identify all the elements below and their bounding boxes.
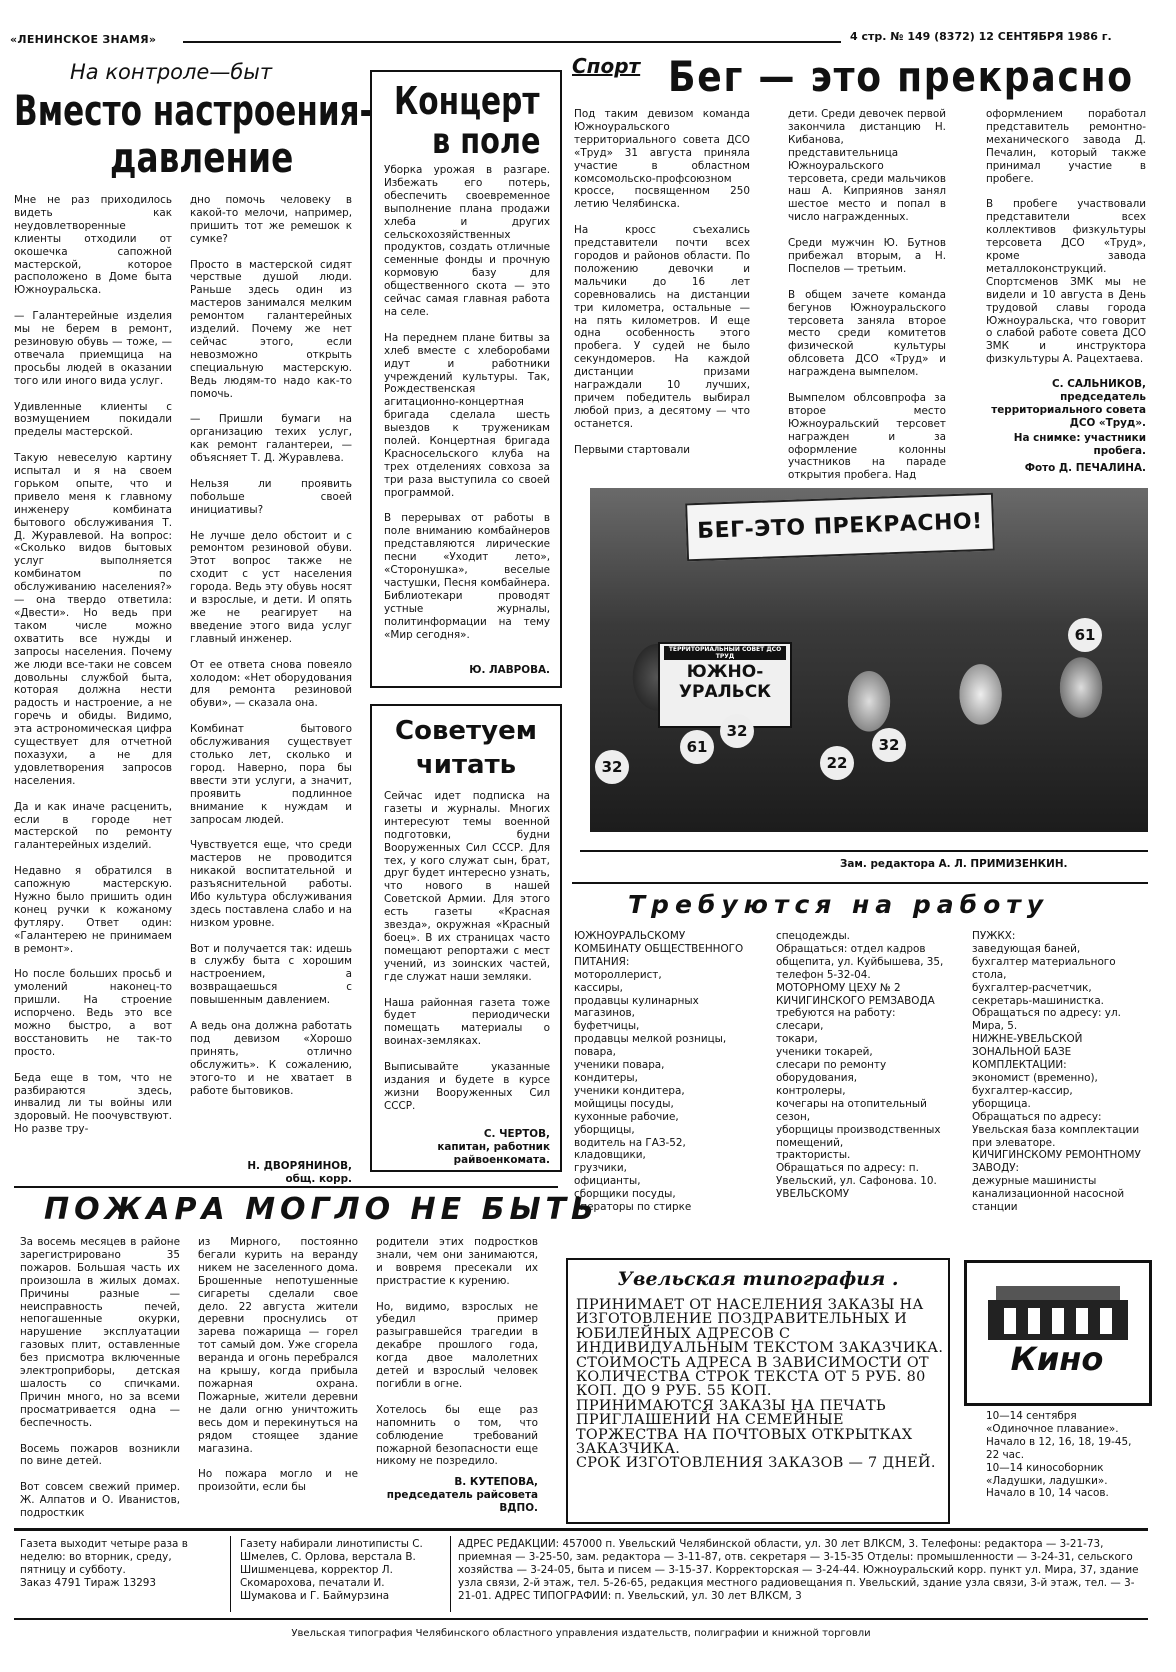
jobs-col2: спецодежды. Обращаться: отдел кадров общепита, ул. Куйбышева, 35, телефон 5-32-04. МОТОРНОМУ ЦЕХУ № 2 КИЧИГИНСКОГО РЕМЗАВОДА требуются на работу: слесари, токари, ученики токарей, слесари по ремонту оборудования, контролеры, кочегары на отопительный сезон, уборщицы производственных помещений, трактористы. Обращаться по адресу: п. Увельский, ул. Сафонова. 10. УВЕЛЬСКОМУ — [776, 930, 944, 1201]
cinema-schedule: 10—14 сентября «Одиночное плавание». Начало в 12, 16, 18, 19-45, 22 час. 10—14 кинособорник «Ладушки, ладушки». Начало в 10, 14 часов. — [986, 1410, 1132, 1500]
article-run-photo-caption: На снимке: участники пробега. — [1013, 432, 1146, 457]
article-fire-col2: из Мирного, постоянно бегали курить на веранду никем не заселенного дома. Брошенные непотушенные сигареты сделали свое дело. 22 августа жители деревни проснулись от зарева пожарища — горел тот самый дом. Уже сгорела веранда и огонь перебрался на крышу, когда прибыла пожарная охрана. Пожарные, жители деревни не дали огню уничтожить весь дом и перекинуться на рядом стоящее здание магазина. Но пожара могло и не произойти, если бы — [198, 1236, 358, 1494]
article-advice-title-line1: Советуем — [395, 716, 537, 746]
article-run-title: Бег — это прекрасно — [668, 52, 1134, 101]
jobs-col3: ПУЖКХ: заведующая баней, бухгалтер материального стола, бухгалтер-расчетчик, секретарь-машинистка. Обращаться по адресу: ул. Мира, 5. НИЖНЕ-УВЕЛЬСКОЙ ЗОНАЛЬНОЙ БАЗЕ КОМПЛЕКТАЦИИ: экономист (временно), бухгалтер-кассир, уборщица. Обращаться по адресу: Увельская база комплектации при элеваторе. КИЧИГИНСКОМУ РЕМОНТНОМУ ЗАВОДУ: дежурные машинисты канализационной насосной станции — [972, 930, 1141, 1214]
jobs-title: Требуются на работу — [628, 890, 1050, 919]
article-pressure-signature: Н. ДВОРЯНИНОВ, общ. корр. — [247, 1160, 352, 1185]
fire-top-rule — [14, 1186, 558, 1188]
print-shop-body: ПРИНИМАЕТ ОТ НАСЕЛЕНИЯ ЗАКАЗЫ НА ИЗГОТОВЛЕНИЕ ПОЗДРАВИТЕЛЬНЫХ И ЮБИЛЕЙНЫХ АДРЕСОВ С ИНДИВИДУАЛЬНЫМ ТЕКСТОМ ЗАКАЗЧИКА. СТОИМОСТЬ АДРЕСА В ЗАВИСИМОСТИ ОТ КОЛИЧЕСТВА СТРОК ТЕКСТА ОТ 5 РУБ. 80 КОП. ДО 9 РУБ. 55 КОП. ПРИНИМАЮТСЯ ЗАКАЗЫ НА ПЕЧАТЬ ПРИГЛАШЕНИЙ НА СЕМЕЙНЫЕ ТОРЖЕСТВА НА ПОЧТОВЫХ ОТКРЫТКАХ ЗАКАЗЧИКА. СРОК ИЗГОТОВЛЕНИЯ ЗАКАЗОВ — 7 ДНЕЙ. — [576, 1298, 944, 1472]
deputy-editor-line: Зам. редактора А. Л. ПРИМИЗЕНКИН. — [840, 858, 1068, 870]
cinema-logo-word: Кино — [1010, 1340, 1104, 1378]
article-run-signature: С. САЛЬНИКОВ, председатель территориального совета ДСО «Труд». — [991, 378, 1146, 429]
article-pressure-title-line1: Вместо настроения- — [14, 86, 373, 135]
footer-staff: Газету набирали линотиписты С. Шмелев, С. Орлова, верстала В. Шишменцева, корректор Л. Скомарохова, печатали И. Шумакова и Г. Баймурзина — [240, 1538, 423, 1602]
print-shop-title: Увельская типография . — [617, 1268, 899, 1290]
race-participants-photo — [590, 488, 1148, 832]
bib-number: 32 — [720, 714, 754, 748]
article-concert-title-line2: в поле — [432, 121, 541, 162]
article-pressure-col1: Мне не раз приходилось видеть как неудовлетворенные клиенты отходили от окошечка сапожной мастерской, которое расположено в Доме быта Южноуральска. — Галантерейные изделия мы не берем в ремонт, резиновую обувь — тоже, — отвечала приемщица на просьбы людей в оказании того или иного вида услуг. Удивленные клиенты с возмущением покидали пределы мастерской. Такую невеселую картину испытал и я на своем горьком опыте, что и привело меня к главному инженеру комбината бытового обслуживания Т. Д. Журавлевой. На вопрос: «Сколько видов бытовых услуг выполняется комбинатом по обслуживанию населения?» — она твердо ответила: «Двести». Но ведь при таком числе можно охватить все нужды и запросы населения. Почему же люди все-таки не совсем довольны службой быта, которая должна нести радость и настроение, а не горечь и обиды. Видимо, эта астрономическая цифра существует для отчетной похазухи, а не для удовлетворения запросов населения. Да и как иначе расценить, если в городе нет мастерской по ремонту галантерейных изделий. Недавно я обратился в сапожную мастерскую. Нужно было пришить один конец ручки к кожаному футляру. Ответ один: «Галантерею не принимаем в ремонт». Но после больших просьб и умолений наконец-то пришли. На строение испорчено. Ведь это все можно быстро, а вот восстановить не так-то просто. Беда еще в том, что не разбираются здесь, инвалид ли ты войны или здоровый. Не поочувствуют. Но разве тру- — [14, 194, 172, 1136]
photo-team-sign-text: ЮЖНО- УРАЛЬСК — [678, 662, 772, 702]
bib-number: 61 — [1068, 618, 1102, 652]
run-divider — [580, 850, 1148, 852]
bib-number: 22 — [820, 746, 854, 780]
photo-banner-text: БЕГ-ЭТО ПРЕКРАСНО! — [696, 509, 984, 544]
footer-divider-2 — [450, 1536, 451, 1612]
footer-top-rule — [14, 1528, 1148, 1531]
article-run-photo-credit: Фото Д. ПЕЧАЛИНА. — [1024, 462, 1146, 474]
article-fire-signature: В. КУТЕПОВА, председатель райсовета ВДПО. — [386, 1476, 538, 1514]
article-fire-title: ПОЖАРА МОГЛО НЕ БЫТЬ — [44, 1192, 599, 1227]
bib-number: 61 — [680, 730, 714, 764]
footer-printer: Увельская типография Челябинского областного управления издательств, полиграфии и книжной торговли — [291, 1628, 871, 1639]
article-fire-col3: родители этих подростков знали, чем они занимаются, и вовремя пресекали их пристрастие к курению. Но, видимо, взрослых не убедил пример разыгравшейся трагедии в декабре прошлого года, когда двое малолетних детей и взрослый человек погибли в огне. Хотелось бы еще раз напомнить о том, что соблюдение требований пожарной безопасности еще никому не позредило. — [376, 1236, 538, 1468]
masthead-paper-name: «ЛЕНИНСКОЕ ЗНАМЯ» — [10, 33, 157, 46]
article-run-col3: оформлением поработал представитель ремонтно-механического завода Д. Печалин, который также принимал участие в пробеге. В пробеге участвовали представители всех коллективов физкультуры терсовета ДСО «Труд», кроме завода металлоконструкций. Спортсменов ЗМК мы не видели и 10 августа в День трудовой славы города Южноуральска, что говорит о слабой работе совета ДСО ЗМК и инструктора физкультуры А. Рацехтаева. — [986, 108, 1146, 366]
rubric-sport: Спорт — [572, 54, 641, 78]
footer-divider-1 — [230, 1536, 231, 1612]
article-run-col2: дети. Среди девочек первой закончила дистанцию Н. Кибанова, представительница Южноуральского терсовета, среди мальчиков наш А. Киприянов занял шестое место и попал в число награжденных. Среди мужчин Ю. Бутнов прибежал вторым, а Н. Поспелов — третьим. В общем зачете команда бегунов Южноуральского терсовета заняла второе место среди комитетов физической культуры облсовета ДСО «Труд» и награждена вымпелом. Вымпелом облсовпрофа за второе место Южноуральский терсовет награжден и за оформление колонны участников на параде открытия пробега. Над — [788, 108, 946, 480]
footer-bottom-rule — [14, 1618, 1148, 1620]
article-run-col1: Под таким девизом команда Южноуральского территориального совета ДСО «Труд» 31 августа приняла участие в областном комсомольско-профсоюзном кроссе, посвященном 250 летию Челябинска. На кросс съехались представители почти всех городов и районов области. По положению девочки и мальчики до 16 лет соревновались на дистанции три километра, остальные — на пять километров. И еще одна особенность этого пробега. У судей не было секундомеров. На каждой дистанции призами награждали 10 лучших, причем победитель выбирал любой приз, а десятому — что останется. Первыми стартовали — [574, 108, 750, 456]
article-advice-body: Сейчас идет подписка на газеты и журналы. Многих интересуют темы военной подготовки, будни Вооруженных Сил СССР. Для тех, у кого служат сын, брат, друг будет интересно узнать, что нового в нашей Советской Армии. Для этого есть газеты «Красная звезда», окружная «Красный боец». В их страницах часто помещают репортажи с мест учений, из зоинских частей, где служат наши земляки. Наша районная газета тоже будет периодически помещать материалы о воинах-земляках. Выписывайте указанные издания и будете в курсе жизни Вооруженных Сил СССР. — [384, 790, 550, 1112]
jobs-top-rule — [572, 882, 1148, 884]
article-advice-signature: С. ЧЕРТОВ, капитан, работник райвоенкомата. — [437, 1128, 550, 1166]
footer-address: АДРЕС РЕДАКЦИИ: 457000 п. Увельский Челябинской области, ул. 30 лет ВЛКСМ, 3. Телефоны: редактора — 3-21-73, приемная — 3-25-50, зам. редактора — 3-11-87, отв. секретаря — 3-15-35 Отделы: промышленности — 3-24-31, сельского хозяйства — 3-24-05, быта и писем — 3-15-37. Корректорская — 3-24-44. Южноуральский корр. пункт ул. Мира, 37, здание узла связи, 2-й этаж, тел. 5-26-65, редакция местного радиовещания п. Увельский, здание узла связи, 3-й этаж, тел. — 3-21-01. АДРЕС ТИПОГРАФИИ: п. Увельский, ул. 30 лет ВЛКСМ, 3 — [458, 1538, 1139, 1602]
photo-team-sign-top: ТЕРРИТОРИАЛЬНЫЙ СОВЕТ ДСО ТРУД — [664, 646, 786, 660]
masthead-rule — [183, 41, 841, 43]
photo-banner — [685, 493, 995, 562]
bib-number: 32 — [595, 750, 629, 784]
article-concert-title-line1: Концерт — [394, 79, 540, 123]
footer-schedule: Газета выходит четыре раза в неделю: во вторник, среду, пятницу и субботу. Заказ 4791 Тираж 13293 — [20, 1538, 188, 1589]
cinema-building-icon — [988, 1278, 1128, 1340]
article-pressure-title-line2: давление — [110, 133, 294, 182]
photo-team-sign — [658, 642, 792, 728]
article-advice-title-line2: читать — [415, 750, 517, 780]
article-pressure-col2: дно помочь человеку в какой-то мелочи, например, пришить тот же ремешок к сумке? Просто в мастерской сидят черствые душой люди. Раньше здесь один из мастеров занимался мелким ремонтом галантерейных изделий. Почему же нет сейчас этого, если невозможно открыть специальную мастерскую. Ведь людям-то надо как-то помочь. — Пришли бумаги на организацию техих услуг, как ремонт галантереи, — объясняет Т. Д. Журавлева. Нельзя ли проявить побольше своей инициативы? Не лучше дело обстоит и с ремонтом резиновой обуви. Этот вопрос также не сходит с уст населения города. Ведь эту обувь носят и взрослые, и дети. И опять же не реагирует на введение этого вида услуг главный инженер. От ее ответа снова повеяло холодом: «Нет оборудования для ремонта резиновой обуви», — сказала она. Комбинат бытового обслуживания существует столько лет, сколько и город. Наверно, пора бы ввести эти услуги, а значит, проявить подлинное внимание к нуждам и запросам людей. Чувствуется еще, что среди мастеров не проводится никакой воспитательной и разъяснительной работы. Ибо культура обслуживания здесь поставлена слабо и на низком уровне. Вот и получается так: идешь в службу быта с хорошим настроением, а возвращаешься с повышенным давлением. А ведь она должна работать под девизом «Хорошо принять, отлично обслужить». К сожалению, этого-то и не хватает в работе бытовиков. — [190, 194, 352, 1097]
rubric-daily-life: На контроле—быт — [70, 60, 273, 84]
masthead-issue-line: 4 стр. № 149 (8372) 12 СЕНТЯБРЯ 1986 г. — [850, 30, 1112, 43]
article-fire-col1: За восемь месяцев в районе зарегистрировано 35 пожаров. Большая часть их произошла в жилых домах. Причины разные — неисправность печей, непогашенные окурки, нарушение эксплуатации газовых плит, оставленные без присмотра включенные электроприборы, детская шалость со спичками. Причин много, но за всеми просматривается одна — беспечность. Восемь пожаров возникли по вине детей. Вот совсем свежий пример. Ж. Алпатов и О. Иванистов, подросткик — [20, 1236, 180, 1520]
article-concert-body: Уборка урожая в разгаре. Избежать его потерь, обеспечить своевременное выполнение плана продажи хлеба и других сельскохозяйственных продуктов, создать отличные семенные фонды и прочную кормовую базу для общественного скота — это сейчас самая главная работа на селе. На переднем плане битвы за хлеб вместе с хлеборобами идут и работники учреждений культуры. Так, Рождественская агитационно-концертная бригада сделала шесть выездов к труженикам полей. Концертная бригада Красносельского клуба на трех отделениях совхоза за три раза выступила со своей программой. В перерывах от работы в поле вниманию комбайнеров представляются лирические песни «Уходит лето», «Сторонушка», веселые частушки, Песня комбайнера. Библиотекари проводят устные журналы, политинформации на тему «Мир сегодня». — [384, 164, 550, 641]
jobs-col1: ЮЖНОУРАЛЬСКОМУ КОМБИНАТУ ОБЩЕСТВЕННОГО ПИТАНИЯ: мотороллерист, кассиры, продавцы кулинарных магазинов, буфетчицы, продавцы мелкой розницы, повара, ученики повара, кондитеры, ученики кондитера, мойщицы посуды, кухонные рабочие, уборщицы, водитель на ГАЗ-52, кладовщики, грузчики, официанты, сборщики посуды, операторы по стирке — [574, 930, 744, 1214]
bib-number: 32 — [872, 728, 906, 762]
article-concert-signature: Ю. ЛАВРОВА. — [469, 664, 550, 676]
